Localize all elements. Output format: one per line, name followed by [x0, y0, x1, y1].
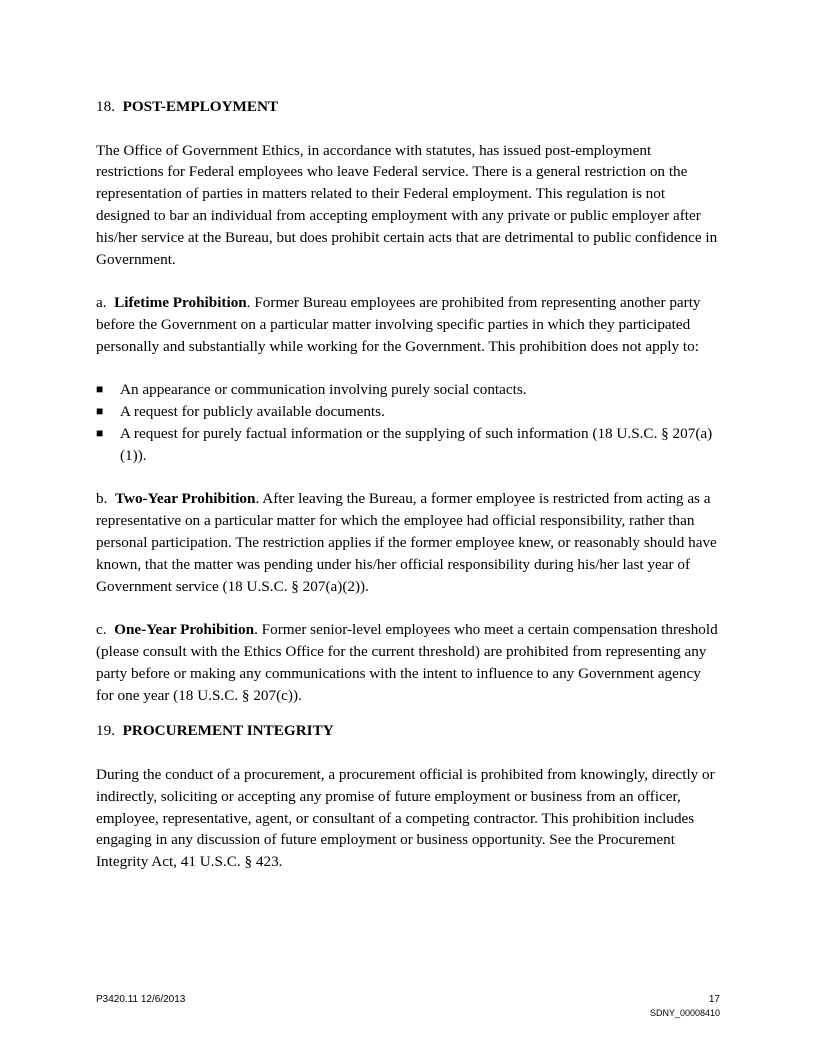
section-19-title: PROCUREMENT INTEGRITY [122, 722, 334, 740]
document-page [96, 96, 720, 873]
square-bullet-icon: ■ [96, 404, 104, 419]
section-18-heading [96, 96, 720, 118]
section-19-number: 19. [96, 722, 115, 740]
section-18-title: POST-EMPLOYMENT [122, 98, 279, 115]
list-item: ■ A request for publicly available documents. [96, 401, 720, 423]
procurement-integrity-paragraph: During the conduct of a procurement, a procurement official is prohibited from knowingly, directly or indirectly, soliciting or accepting any promise of future employment or business from an officer, employee, representative, agent, or consultant of a competing contractor. This prohibition includes engaging in any discussion of future employment or business opportunity. See the Procurement Integrity Act, 41 U.S.C. § 423. [96, 765, 715, 871]
two-year-prohibition-title: Two-Year Prohibition [114, 490, 256, 508]
one-year-prohibition-text: . Former senior-level employees who meet a certain compensation threshold (please consult with the Ethics Office for the current threshold) are prohibited from representing any party before or making any communications with the intent to influence to any Government agency for one year (18 U.S.C. § 207(c)). [96, 621, 718, 704]
bates-number: SDNY_00008410 [649, 1008, 720, 1018]
lifetime-prohibition-title: Lifetime Prohibition [114, 294, 247, 312]
one-year-prohibition-paragraph [96, 619, 720, 706]
page-number: 17 [708, 994, 720, 1005]
square-bullet-icon: ■ [96, 425, 104, 440]
subsection-b-label: b. [96, 490, 108, 508]
list-item: ■ An appearance or communication involving purely social contacts. [96, 379, 720, 401]
two-year-prohibition-paragraph [96, 488, 720, 597]
section-18-number: 18. [96, 98, 115, 115]
list-item: ■ A request for purely factual information or the supplying of such information (18 U.S.C. § 207(a)(1)). [96, 424, 713, 464]
one-year-prohibition-title: One-Year Prohibition [114, 621, 255, 639]
section-19-heading [96, 720, 720, 742]
square-bullet-icon: ■ [96, 382, 104, 397]
lifetime-prohibition-paragraph [96, 292, 720, 357]
subsection-a-label: a. [96, 294, 107, 312]
section-18-intro: The Office of Government Ethics, in accordance with statutes, has issued post-employment restrictions for Federal employees who leave Federal service. There is a general restriction on the representation of parties in matters related to their Federal employment. This regulation is not designed to bar an individual from accepting employment with any private or public employer after his/her service at the Bureau, but does prohibit certain acts that are detrimental to public confidence in Government. [96, 141, 718, 268]
two-year-prohibition-text: . After leaving the Bureau, a former employee is restricted from acting as a representative on a particular matter for which the employee had official responsibility, rather than personal participation. The restriction applies if the former employee knew, or reasonably should have known, that the matter was pending under his/her official responsibility during his/her last year of Government service (18 U.S.C. § 207(a)(2)). [96, 490, 717, 595]
exceptions-list [96, 379, 720, 466]
footer-doc-id: P3420.11 12/6/2013 [96, 994, 186, 1005]
subsection-c-label: c. [96, 621, 107, 639]
lifetime-prohibition-text: . Former Bureau employees are prohibited from representing another party before the Government on a particular matter involving specific parties in which they participated personally and substantially while working for the Government. This prohibition does not apply to: [96, 294, 701, 355]
